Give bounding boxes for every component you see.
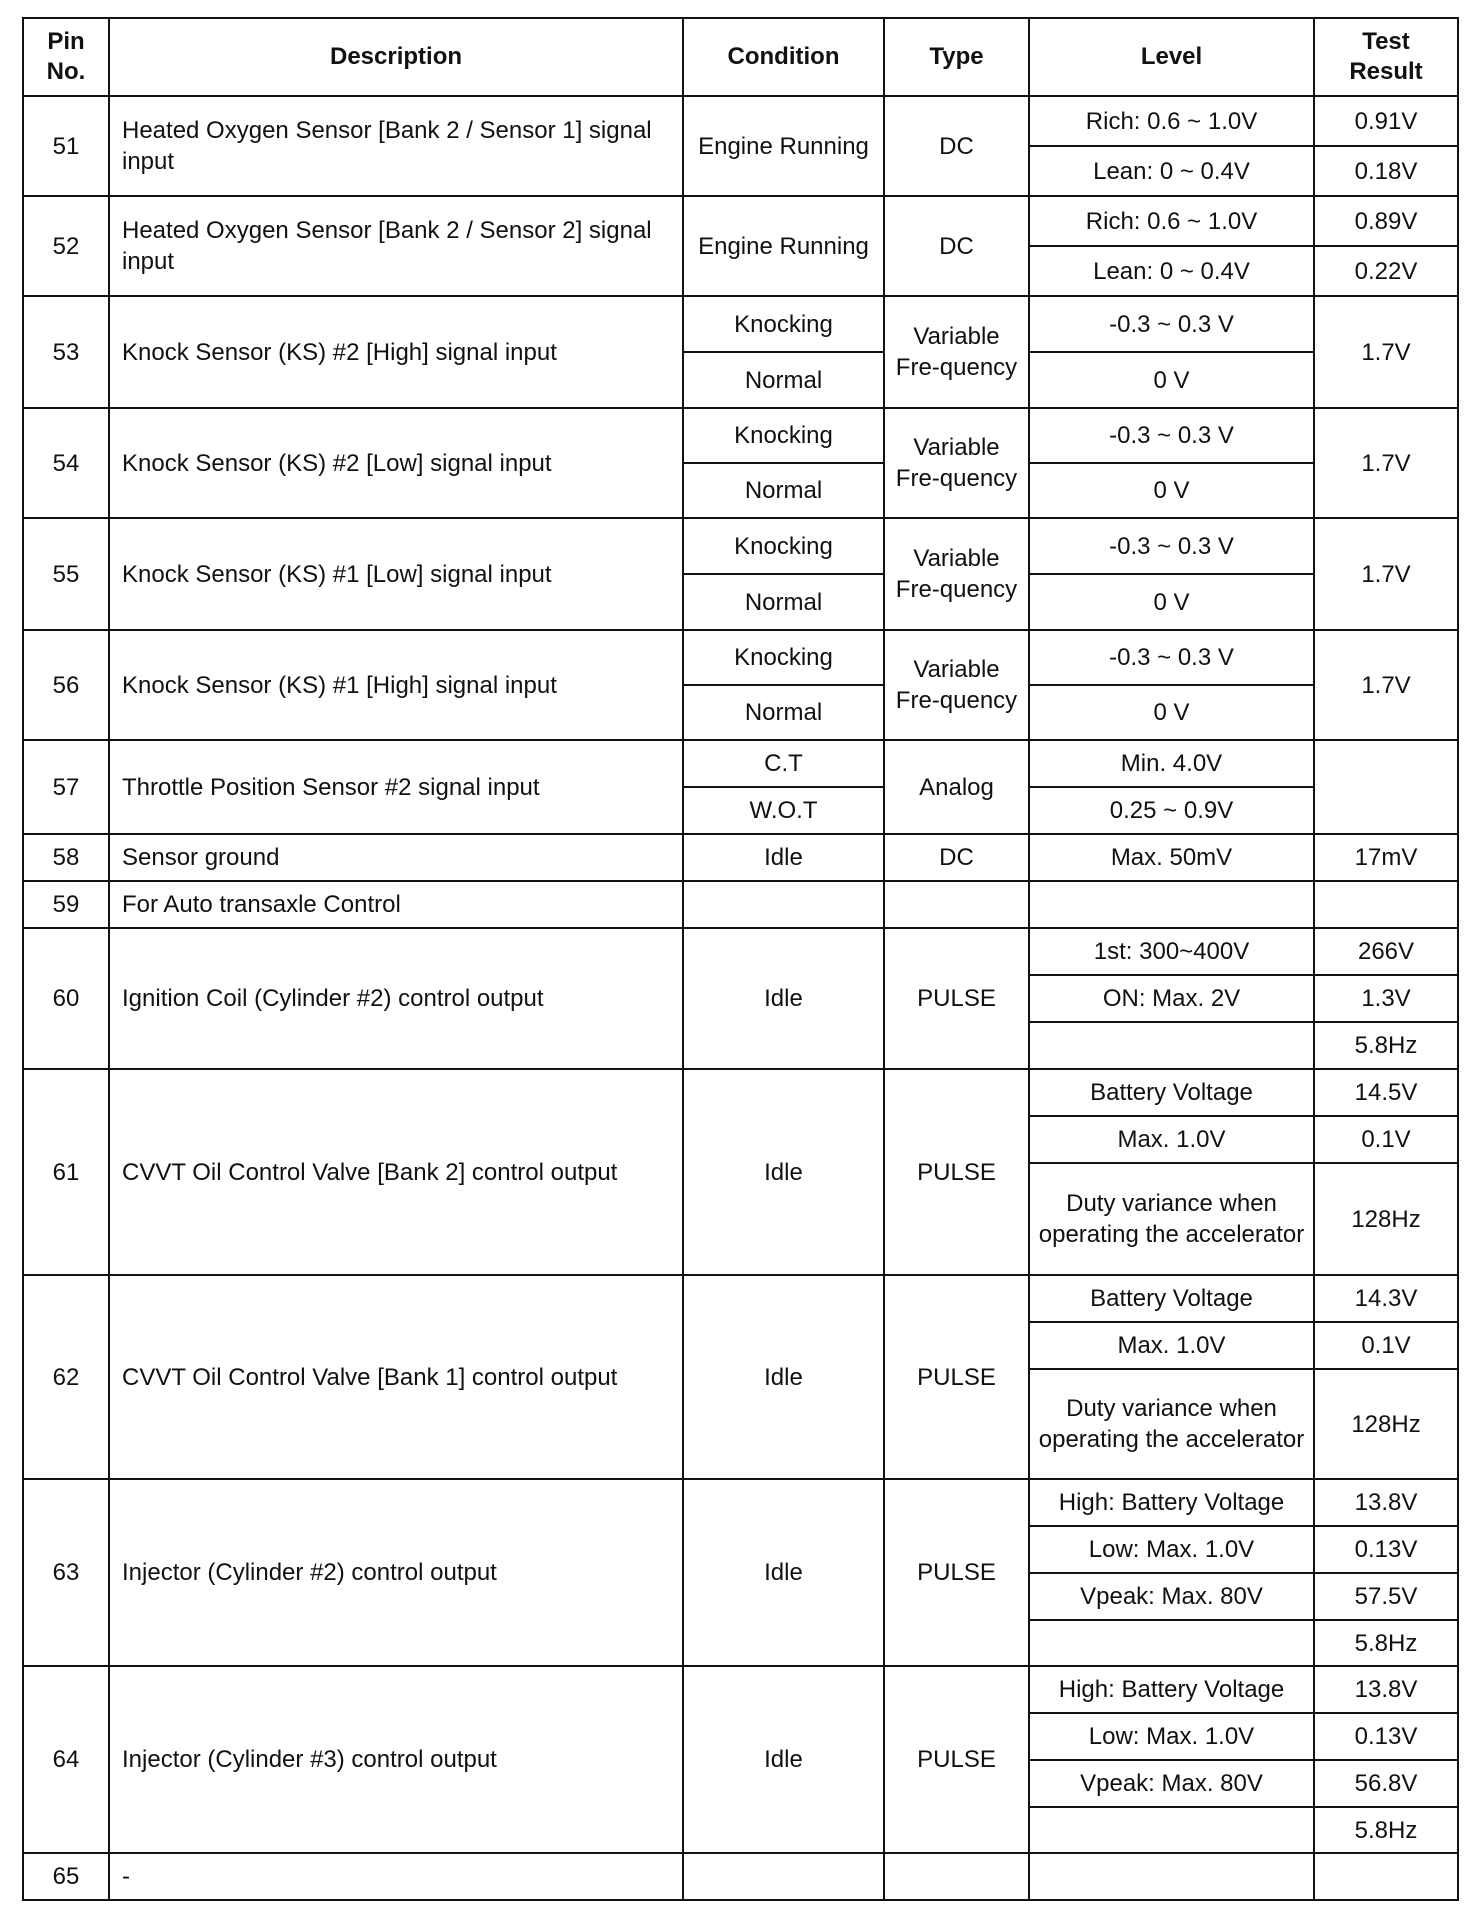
test-result-cell: 0.1V (1314, 1116, 1458, 1163)
test-result-cell: 0.18V (1314, 146, 1458, 196)
header-pin: Pin No. (23, 18, 109, 96)
type-cell: PULSE (884, 1275, 1029, 1479)
level-cell: Rich: 0.6 ~ 1.0V (1029, 96, 1314, 146)
condition-cell (683, 1853, 884, 1900)
level-cell: High: Battery Voltage (1029, 1666, 1314, 1713)
header-type: Type (884, 18, 1029, 96)
test-result-cell: 0.1V (1314, 1322, 1458, 1369)
header-description: Description (109, 18, 683, 96)
level-cell: Max. 50mV (1029, 834, 1314, 881)
test-result-cell: 266V (1314, 928, 1458, 975)
test-result-cell: 1.3V (1314, 975, 1458, 1022)
pin-number: 56 (23, 630, 109, 740)
description: Knock Sensor (KS) #1 [Low] signal input (109, 518, 683, 630)
condition-cell: Idle (683, 1069, 884, 1275)
pin-number: 65 (23, 1853, 109, 1900)
description: Knock Sensor (KS) #1 [High] signal input (109, 630, 683, 740)
pin-number: 57 (23, 740, 109, 834)
table-row (23, 196, 1458, 246)
table-row (23, 834, 1458, 881)
condition-cell: Knocking (683, 296, 884, 352)
table-row (23, 96, 1458, 146)
table-row (23, 740, 1458, 787)
pin-number: 63 (23, 1479, 109, 1666)
level-cell: 0 V (1029, 685, 1314, 740)
description: Heated Oxygen Sensor [Bank 2 / Sensor 2] signal input (109, 196, 683, 296)
table-row (23, 1275, 1458, 1322)
level-cell (1029, 1022, 1314, 1069)
condition-cell: Knocking (683, 630, 884, 685)
table-row (23, 518, 1458, 574)
table-row (23, 1069, 1458, 1116)
type-cell: DC (884, 196, 1029, 296)
description: Knock Sensor (KS) #2 [Low] signal input (109, 408, 683, 518)
type-cell (884, 1853, 1029, 1900)
test-result-cell: 0.89V (1314, 196, 1458, 246)
test-result-cell: 128Hz (1314, 1163, 1458, 1275)
table-body (23, 96, 1458, 1900)
table-row (23, 1666, 1458, 1713)
level-cell: Max. 1.0V (1029, 1322, 1314, 1369)
level-cell (1029, 1620, 1314, 1666)
test-result-cell (1314, 881, 1458, 928)
condition-cell: Idle (683, 928, 884, 1069)
condition-cell: Engine Running (683, 96, 884, 196)
level-cell: Lean: 0 ~ 0.4V (1029, 246, 1314, 296)
level-cell: Vpeak: Max. 80V (1029, 1760, 1314, 1807)
type-cell: DC (884, 834, 1029, 881)
test-result-cell: 5.8Hz (1314, 1620, 1458, 1666)
description: Injector (Cylinder #2) control output (109, 1479, 683, 1666)
type-cell: Variable Fre-quency (884, 408, 1029, 518)
test-result-cell: 14.5V (1314, 1069, 1458, 1116)
level-cell: -0.3 ~ 0.3 V (1029, 518, 1314, 574)
description: Throttle Position Sensor #2 signal input (109, 740, 683, 834)
condition-cell: Normal (683, 574, 884, 630)
table-row (23, 408, 1458, 463)
test-result-cell (1314, 740, 1458, 834)
pin-number: 51 (23, 96, 109, 196)
level-cell (1029, 1807, 1314, 1853)
type-cell (884, 881, 1029, 928)
test-result-cell: 1.7V (1314, 296, 1458, 408)
level-cell: 0.25 ~ 0.9V (1029, 787, 1314, 834)
level-cell: -0.3 ~ 0.3 V (1029, 630, 1314, 685)
type-cell: Variable Fre-quency (884, 296, 1029, 408)
description: Heated Oxygen Sensor [Bank 2 / Sensor 1] signal input (109, 96, 683, 196)
table-row (23, 881, 1458, 928)
test-result-cell: 1.7V (1314, 630, 1458, 740)
level-cell: Battery Voltage (1029, 1275, 1314, 1322)
type-cell: Analog (884, 740, 1029, 834)
condition-cell: Normal (683, 352, 884, 408)
level-cell (1029, 1853, 1314, 1900)
test-result-cell: 0.91V (1314, 96, 1458, 146)
table-row (23, 1853, 1458, 1900)
test-result-cell: 13.8V (1314, 1479, 1458, 1526)
condition-cell: Idle (683, 1275, 884, 1479)
description: Knock Sensor (KS) #2 [High] signal input (109, 296, 683, 408)
type-cell: DC (884, 96, 1029, 196)
pin-number: 64 (23, 1666, 109, 1853)
description: CVVT Oil Control Valve [Bank 2] control output (109, 1069, 683, 1275)
level-cell: Max. 1.0V (1029, 1116, 1314, 1163)
condition-cell (683, 881, 884, 928)
description: Injector (Cylinder #3) control output (109, 1666, 683, 1853)
test-result-cell: 57.5V (1314, 1573, 1458, 1620)
test-result-cell: 0.13V (1314, 1713, 1458, 1760)
condition-cell: W.O.T (683, 787, 884, 834)
description: Sensor ground (109, 834, 683, 881)
header-result: Test Result (1314, 18, 1458, 96)
header-level: Level (1029, 18, 1314, 96)
table-row (23, 1479, 1458, 1526)
condition-cell: C.T (683, 740, 884, 787)
test-result-cell: 14.3V (1314, 1275, 1458, 1322)
condition-cell: Idle (683, 1666, 884, 1853)
level-cell: Min. 4.0V (1029, 740, 1314, 787)
table-row (23, 630, 1458, 685)
level-cell: ON: Max. 2V (1029, 975, 1314, 1022)
level-cell: Duty variance when operating the accelerator (1029, 1369, 1314, 1479)
level-cell: Low: Max. 1.0V (1029, 1713, 1314, 1760)
condition-cell: Normal (683, 463, 884, 518)
pin-number: 53 (23, 296, 109, 408)
level-cell: 0 V (1029, 463, 1314, 518)
pin-number: 58 (23, 834, 109, 881)
condition-cell: Normal (683, 685, 884, 740)
test-result-cell: 5.8Hz (1314, 1807, 1458, 1853)
test-result-cell: 0.22V (1314, 246, 1458, 296)
level-cell: 1st: 300~400V (1029, 928, 1314, 975)
pin-number: 60 (23, 928, 109, 1069)
test-result-cell: 1.7V (1314, 518, 1458, 630)
level-cell: Low: Max. 1.0V (1029, 1526, 1314, 1573)
test-result-cell: 128Hz (1314, 1369, 1458, 1479)
type-cell: Variable Fre-quency (884, 630, 1029, 740)
type-cell: PULSE (884, 1479, 1029, 1666)
level-cell: Rich: 0.6 ~ 1.0V (1029, 196, 1314, 246)
test-result-cell: 1.7V (1314, 408, 1458, 518)
condition-cell: Engine Running (683, 196, 884, 296)
table-row (23, 296, 1458, 352)
pin-number: 52 (23, 196, 109, 296)
type-cell: PULSE (884, 1666, 1029, 1853)
test-result-cell: 56.8V (1314, 1760, 1458, 1807)
condition-cell: Knocking (683, 408, 884, 463)
condition-cell: Knocking (683, 518, 884, 574)
level-cell: Battery Voltage (1029, 1069, 1314, 1116)
condition-cell: Idle (683, 834, 884, 881)
table-row (23, 928, 1458, 975)
description: Ignition Coil (Cylinder #2) control output (109, 928, 683, 1069)
header-condition: Condition (683, 18, 884, 96)
pin-number: 55 (23, 518, 109, 630)
pin-test-table (22, 17, 1459, 1901)
test-result-cell: 0.13V (1314, 1526, 1458, 1573)
test-result-cell (1314, 1853, 1458, 1900)
pin-number: 54 (23, 408, 109, 518)
description: CVVT Oil Control Valve [Bank 1] control output (109, 1275, 683, 1479)
pin-number: 62 (23, 1275, 109, 1479)
test-result-cell: 17mV (1314, 834, 1458, 881)
test-result-cell: 5.8Hz (1314, 1022, 1458, 1069)
level-cell (1029, 881, 1314, 928)
test-result-cell: 13.8V (1314, 1666, 1458, 1713)
level-cell: -0.3 ~ 0.3 V (1029, 296, 1314, 352)
pin-number: 61 (23, 1069, 109, 1275)
type-cell: PULSE (884, 928, 1029, 1069)
description: - (109, 1853, 683, 1900)
type-cell: PULSE (884, 1069, 1029, 1275)
level-cell: Lean: 0 ~ 0.4V (1029, 146, 1314, 196)
level-cell: Duty variance when operating the accelerator (1029, 1163, 1314, 1275)
level-cell: Vpeak: Max. 80V (1029, 1573, 1314, 1620)
level-cell: -0.3 ~ 0.3 V (1029, 408, 1314, 463)
level-cell: 0 V (1029, 352, 1314, 408)
description: For Auto transaxle Control (109, 881, 683, 928)
pin-number: 59 (23, 881, 109, 928)
level-cell: High: Battery Voltage (1029, 1479, 1314, 1526)
condition-cell: Idle (683, 1479, 884, 1666)
level-cell: 0 V (1029, 574, 1314, 630)
header-row (23, 18, 1458, 96)
type-cell: Variable Fre-quency (884, 518, 1029, 630)
